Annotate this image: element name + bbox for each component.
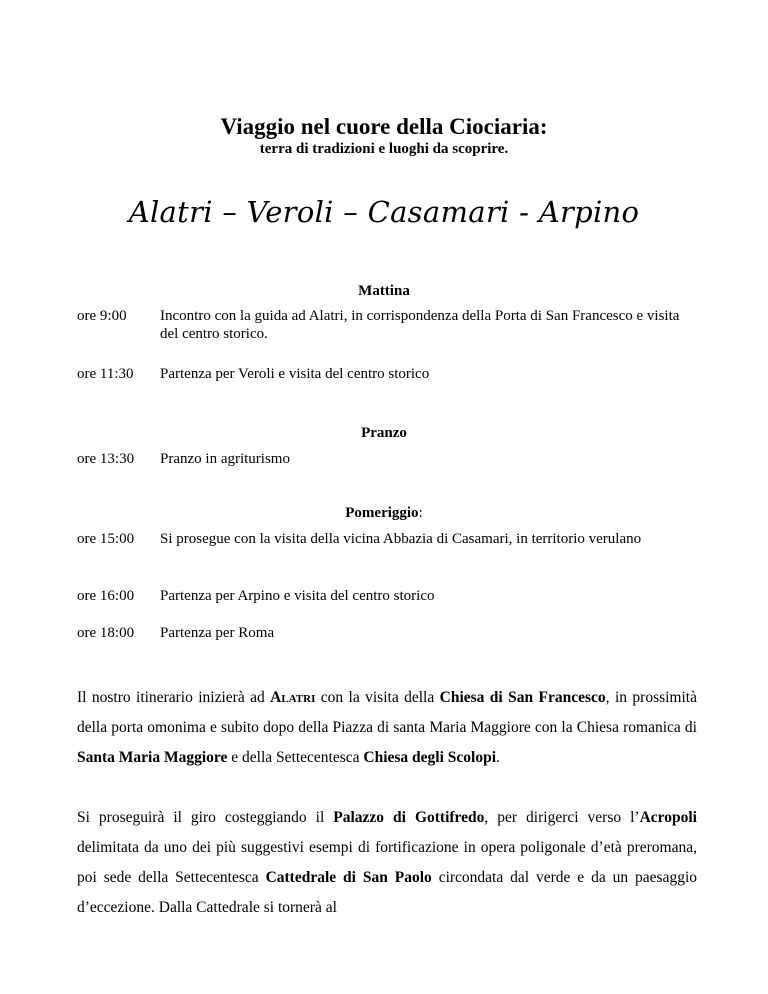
section-heading-afternoon [0,503,768,523]
paragraph-text: e della Settecentesca [227,749,364,766]
paragraph-text: delimitata da uno dei più suggestivi esempi di fortificazione in opera poligonale d’età preromana, poi sede della Settecentesca [77,839,697,886]
body-paragraph-2 [77,803,697,923]
schedule-time: ore 18:00 [77,625,135,641]
section-heading-afternoon-label: Pomeriggio [345,505,419,521]
schedule-description: Partenza per Roma [160,625,275,641]
place-name-bold: Santa Maria Maggiore [77,749,228,766]
paragraph-text: , in prossimità della porta omonima e subito dopo della Piazza di santa Maria Maggiore con la Chiesa romanica di [77,689,697,736]
paragraph-text: circondata dal verde e da un paesaggio d’eccezione. Dalla Cattedrale si tornerà al [77,869,697,916]
body-paragraph-1 [77,683,697,773]
schedule-time: ore 13:30 [77,451,135,467]
schedule-time: ore 15:00 [77,531,135,547]
place-name-bold: Palazzo di Gottifredo [333,809,485,826]
section-heading-morning-label: Mattina [358,283,410,299]
schedule-description: Pranzo in agriturismo [160,451,290,467]
section-heading-lunch [0,423,768,443]
schedule-time: ore 16:00 [77,588,135,604]
place-name-bold: Acropoli [639,809,697,826]
route-heading: Alatri – Veroli – Casamari - Arpino [128,195,640,229]
section-heading-lunch-label: Pranzo [361,425,407,441]
document-subtitle: terra di tradizioni e luoghi da scoprire. [259,141,509,157]
schedule-description: Partenza per Arpino e visita del centro storico [160,588,435,604]
schedule-time: ore 11:30 [77,366,134,382]
paragraph-text: Il nostro itinerario inizierà ad [77,689,271,706]
paragraph-text: , per dirigerci verso l’ [484,809,640,826]
place-name-bold: Chiesa di San Francesco [439,689,606,706]
schedule-description: Si prosegue con la visita della vicina Abbazia di Casamari, in territorio verulano [160,531,642,547]
paragraph-text: con la visita della [315,689,440,706]
schedule-time: ore 9:00 [77,308,127,324]
place-name-bold: Cattedrale di San Paolo [265,869,432,886]
schedule-description: Incontro con la guida ad Alatri, in corrispondenza della Porta di San Francesco e visita del centro storico. [160,308,680,342]
document-title: Viaggio nel cuore della Ciociaria: [220,114,548,139]
paragraph-text: Si proseguirà il giro costeggiando il [77,809,334,826]
paragraph-text: . [496,749,500,766]
schedule-description: Partenza per Veroli e visita del centro storico [160,366,430,382]
section-heading-afternoon-colon: : [418,505,423,521]
section-heading-morning [0,281,768,301]
place-name-alatri: Alatri [270,689,316,706]
place-name-bold: Chiesa degli Scolopi [363,749,497,766]
